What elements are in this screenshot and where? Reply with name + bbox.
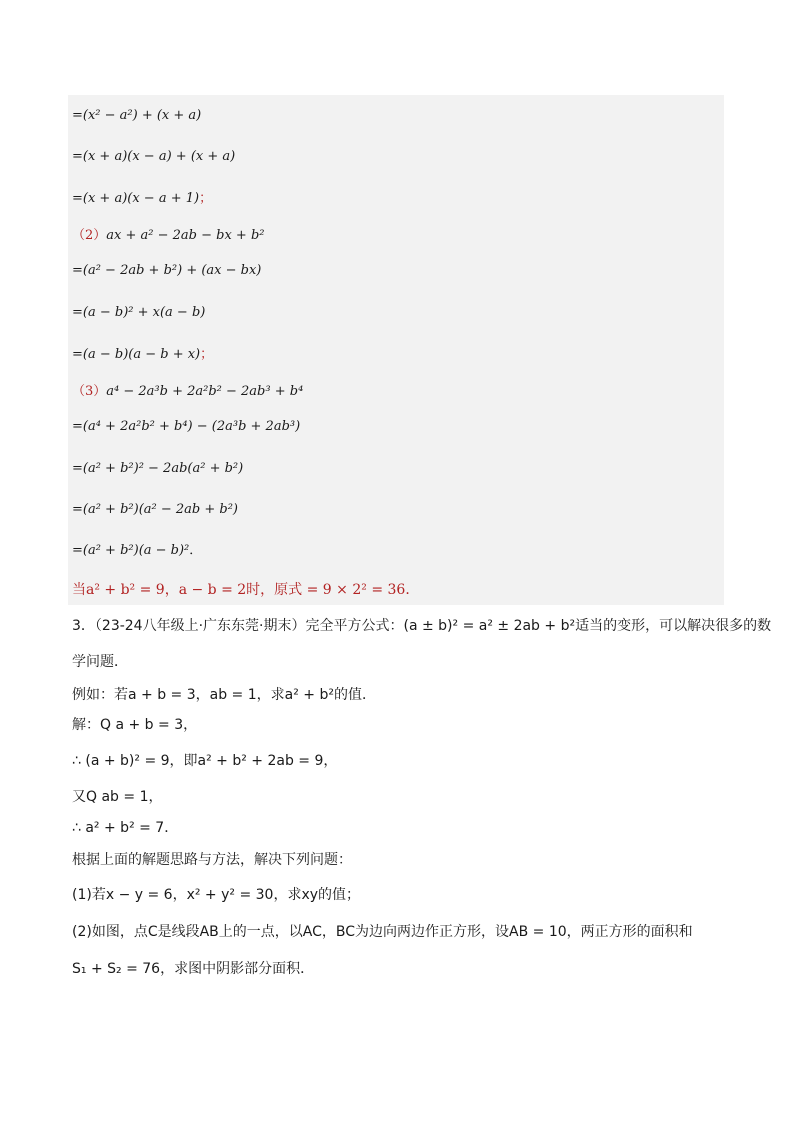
problem3-example: 例如：若a + b = 3，ab = 1，求a² + b²的值．: [72, 687, 376, 703]
example-solution-line-4: ∴ a² + b² = 7．: [72, 820, 179, 836]
part2-label: （2）: [72, 228, 107, 243]
example-solution-line-3: 又Q ab = 1，: [72, 789, 163, 805]
problem3-header-continued: 学问题．: [72, 654, 128, 670]
part2-step-3-text: =(a − b)(a − b + x): [72, 347, 201, 362]
part1-step-3-text: =(x + a)(x − a + 1): [72, 191, 200, 206]
part1-step-3: [72, 190, 212, 208]
example-solution-line-1: 解：Q a + b = 3，: [72, 717, 198, 733]
part1-step-1: =(x² − a²) + (x + a): [72, 108, 202, 123]
part1-step-2: =(x + a)(x − a) + (x + a): [72, 149, 236, 164]
part3-end-mark: ．: [189, 543, 203, 558]
part3-step-3: =(a² + b²)(a² − 2ab + b²): [72, 502, 238, 517]
part3-header: [72, 383, 303, 401]
problem3-question-1: (1)若x − y = 6，x² + y² = 30，求xy的值；: [72, 887, 361, 903]
part3-label: （3）: [72, 384, 107, 399]
part2-header: [72, 227, 264, 245]
part3-expression: a⁴ − 2a³b + 2a²b² − 2ab³ + b⁴: [106, 384, 304, 399]
part3-step-1: =(a⁴ + 2a²b² + b⁴) − (2a³b + 2ab³): [72, 419, 301, 434]
problem3-header: 3．（23-24八年级上·广东东莞·期末）完全平方公式：(a ± b)² = a² ± 2ab + b²适当的变形，可以解决很多的数: [72, 618, 772, 634]
problem3-question-2-continued: S₁ + S₂ = 76，求图中阴影部分面积．: [72, 961, 315, 977]
part3-step-4-text: =(a² + b²)(a − b)²: [72, 543, 190, 558]
part2-step-1: =(a² − 2ab + b²) + (ax − bx): [72, 263, 262, 278]
part2-end-mark: ；: [200, 347, 214, 362]
part2-expression: ax + a² − 2ab − bx + b²: [106, 228, 265, 243]
part2-step-3: [72, 346, 213, 364]
problem3-instruction: 根据上面的解题思路与方法，解决下列问题：: [72, 852, 352, 868]
solution-conclusion: 当a² + b² = 9，a − b = 2时，原式 = 9 × 2² = 36．: [72, 582, 420, 598]
example-solution-line-2: ∴ (a + b)² = 9，即a² + b² + 2ab = 9，: [72, 753, 338, 769]
part2-step-2: =(a − b)² + x(a − b): [72, 305, 206, 320]
problem3-question-2: (2)如图，点C是线段AB上的一点，以AC，BC为边向两边作正方形，设AB = 10，两正方形的面积和: [72, 924, 693, 940]
part3-step-4: [72, 542, 202, 560]
part3-step-2: =(a² + b²)² − 2ab(a² + b²): [72, 461, 244, 476]
part1-end-mark: ；: [199, 191, 213, 206]
